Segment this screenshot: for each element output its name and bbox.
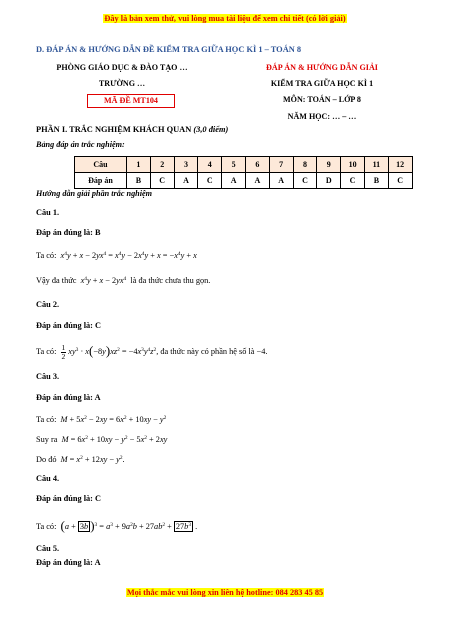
- answer-cell: D: [317, 173, 341, 189]
- question-4-line-1: Ta có: (a + 3b )$^3 = a^3 + 9a^2b + 27ab^2 + 27b^3$ .: [36, 518, 198, 533]
- question-1-answer: Đáp án đúng là: B: [36, 228, 101, 237]
- question-number-cell: 4: [198, 157, 222, 173]
- answer-cell: C: [150, 173, 174, 189]
- question-1-line-1: Ta có: $x^4y + x - 2yx^4 = x^4y - 2x^4y + x = -x^4y + x$: [36, 251, 197, 260]
- subject-name: MÔN: TOÁN – LỚP 8: [283, 95, 361, 104]
- question-number-cell: 5: [222, 157, 246, 173]
- question-1-line-2: Vậy đa thức $x^4y + x - 2yx^4$ là đa thức chưa thu gọn.: [36, 276, 211, 285]
- question-3-answer: Đáp án đúng là: A: [36, 393, 101, 402]
- question-1-label: Câu 1.: [36, 208, 60, 217]
- question-number-cell: 2: [150, 157, 174, 173]
- answer-cell: B: [127, 173, 151, 189]
- answer-cell: C: [388, 173, 412, 189]
- school-year: NĂM HỌC: … – …: [287, 112, 357, 121]
- hotline-banner: Mọi thắc mắc vui lòng xin liên hệ hotline: 084 283 45 85: [126, 588, 324, 597]
- answer-table-header-row: [75, 157, 413, 173]
- section-title: D. ĐÁP ÁN & HƯỚNG DẪN ĐỀ KIỂM TRA GIỮA HỌC KÌ 1 – TOÁN 8: [36, 45, 302, 54]
- blank-box: $27b^3$: [175, 522, 192, 531]
- question-4-answer: Đáp án đúng là: C: [36, 494, 102, 503]
- question-5-answer: Đáp án đúng là: A: [36, 558, 101, 567]
- preview-banner: Đây là bản xem thử, vui lòng mua tài liệu để xem chi tiết (có lời giải): [104, 14, 346, 23]
- question-number-cell: 9: [317, 157, 341, 173]
- question-3-line-3: Do đó $M = x^2 + 12xy - y^2$.: [36, 455, 125, 464]
- question-number-cell: 3: [174, 157, 198, 173]
- question-number-cell: 1: [127, 157, 151, 173]
- answer-table-title: Bảng đáp án trắc nghiệm:: [36, 140, 125, 149]
- question-number-cell: 12: [388, 157, 412, 173]
- answer-cell: A: [245, 173, 269, 189]
- answer-cell: A: [174, 173, 198, 189]
- question-number-cell: 8: [293, 157, 317, 173]
- answer-table-answer-row: [75, 173, 413, 189]
- answer-cell: B: [364, 173, 388, 189]
- answer-key-title: ĐÁP ÁN & HƯỚNG DẪN GIẢI: [266, 63, 378, 72]
- question-number-cell: 10: [341, 157, 365, 173]
- question-number-cell: 6: [245, 157, 269, 173]
- question-number-cell: 11: [364, 157, 388, 173]
- row-label-answer: Đáp án: [75, 173, 127, 189]
- question-2-answer: Đáp án đúng là: C: [36, 321, 102, 330]
- question-4-label: Câu 4.: [36, 474, 60, 483]
- question-number-cell: 7: [269, 157, 293, 173]
- question-3-line-1: Ta có: $M + 5x^2 - 2xy = 6x^2 + 10xy - y^2$: [36, 415, 167, 424]
- exam-code-box: MÃ ĐỀ MT104: [87, 94, 175, 108]
- answer-cell: C: [198, 173, 222, 189]
- answer-cell: C: [341, 173, 365, 189]
- question-2-label: Câu 2.: [36, 300, 60, 309]
- part-1-title: PHẦN I. TRẮC NGHIỆM KHÁCH QUAN (3,0 điểm): [36, 125, 229, 134]
- question-3-line-2: Suy ra $M = 6x^2 + 10xy - y^2 - 5x^2 + 2xy$: [36, 435, 168, 444]
- answer-table: [74, 156, 413, 189]
- school-name: TRƯỜNG …: [98, 79, 146, 88]
- department-name: PHÒNG GIÁO DỤC & ĐÀO TẠO …: [56, 63, 188, 72]
- fraction-one-half: $\frac{1}{2}$: [61, 342, 66, 361]
- question-5-label: Câu 5.: [36, 544, 60, 553]
- answer-cell: A: [222, 173, 246, 189]
- question-3-label: Câu 3.: [36, 372, 60, 381]
- question-2-line-1: Ta có: $\frac{1}{2}$ $xy^3 \cdot x(-8y)xz^2 = -4x^3y^4z^2$, đa thức này có phần hệ số là −4.: [36, 342, 268, 361]
- answer-cell: C: [293, 173, 317, 189]
- blank-box: 3b: [79, 522, 89, 531]
- exam-name: KIỂM TRA GIỮA HỌC KÌ 1: [270, 79, 374, 88]
- answer-cell: A: [269, 173, 293, 189]
- row-label-question: Câu: [75, 157, 127, 173]
- guide-title: Hướng dẫn giải phần trắc nghiệm: [36, 189, 152, 198]
